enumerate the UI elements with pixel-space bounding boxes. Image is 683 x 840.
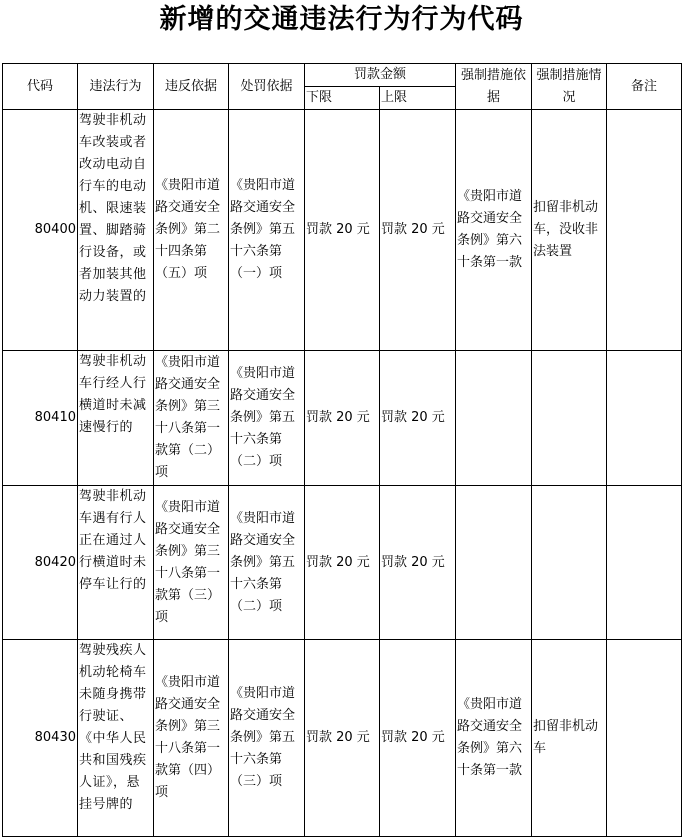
cell-basis: 《贵阳市道路交通安全条例》第三十八条第一款第（三）项 (154, 486, 229, 640)
cell-fine-low: 罚款 20 元 (305, 110, 380, 351)
cell-fine-high: 罚款 20 元 (380, 486, 456, 640)
cell-code: 80400 (3, 110, 78, 351)
cell-fine-high: 罚款 20 元 (380, 640, 456, 837)
cell-force-detail (532, 486, 607, 640)
cell-fine-high: 罚款 20 元 (380, 110, 456, 351)
cell-note (607, 486, 682, 640)
cell-code: 80420 (3, 486, 78, 640)
table-row (3, 110, 682, 351)
cell-force-basis: 《贵阳市道路交通安全条例》第六十条第一款 (456, 640, 532, 837)
header-fine-high: 上限 (380, 87, 456, 110)
cell-penalty-basis: 《贵阳市道路交通安全条例》第五十六条第（三）项 (229, 640, 305, 837)
cell-fine-high: 罚款 20 元 (380, 351, 456, 486)
table-row (3, 351, 682, 486)
table-row (3, 640, 682, 837)
violation-code-table (2, 63, 682, 837)
cell-penalty-basis: 《贵阳市道路交通安全条例》第五十六条第（二）项 (229, 486, 305, 640)
cell-note (607, 640, 682, 837)
header-row (3, 64, 682, 87)
cell-penalty-basis: 《贵阳市道路交通安全条例》第五十六条第（一）项 (229, 110, 305, 351)
cell-code: 80410 (3, 351, 78, 486)
cell-force-detail: 扣留非机动车，没收非法装置 (532, 110, 607, 351)
cell-fine-low: 罚款 20 元 (305, 486, 380, 640)
cell-force-detail: 扣留非机动车 (532, 640, 607, 837)
cell-violation: 驾驶非机动车遇有行人正在通过人行横道时未停车让行的 (78, 486, 154, 640)
header-basis: 违反依据 (154, 64, 229, 110)
cell-note (607, 351, 682, 486)
header-fine-low: 下限 (305, 87, 380, 110)
header-note: 备注 (607, 64, 682, 110)
cell-violation: 驾驶残疾人机动轮椅车未随身携带行驶证、《中华人民共和国残疾人证》，悬挂号牌的 (78, 640, 154, 837)
header-force-detail: 强制措施情况 (532, 64, 607, 110)
header-code: 代码 (3, 64, 78, 110)
cell-force-basis: 《贵阳市道路交通安全条例》第六十条第一款 (456, 110, 532, 351)
header-penalty-basis: 处罚依据 (229, 64, 305, 110)
cell-code: 80430 (3, 640, 78, 837)
header-violation: 违法行为 (78, 64, 154, 110)
cell-fine-low: 罚款 20 元 (305, 351, 380, 486)
cell-force-detail (532, 351, 607, 486)
cell-fine-low: 罚款 20 元 (305, 640, 380, 837)
header-fine-amount: 罚款金额 (305, 64, 456, 87)
cell-basis: 《贵阳市道路交通安全条例》第三十八条第一款第（四）项 (154, 640, 229, 837)
cell-violation: 驾驶非机动车行经人行横道时未减速慢行的 (78, 351, 154, 486)
cell-penalty-basis: 《贵阳市道路交通安全条例》第五十六条第（二）项 (229, 351, 305, 486)
cell-note (607, 110, 682, 351)
cell-force-basis (456, 486, 532, 640)
cell-basis: 《贵阳市道路交通安全条例》第三十八条第一款第（二）项 (154, 351, 229, 486)
table-row (3, 486, 682, 640)
cell-basis: 《贵阳市道路交通安全条例》第二十四条第（五）项 (154, 110, 229, 351)
cell-force-basis (456, 351, 532, 486)
cell-violation: 驾驶非机动车改装或者改动电动自行车的电动机、限速装置、脚踏骑行设备，或者加装其他动力装置的 (78, 110, 154, 351)
document-title: 新增的交通违法行为行为代码 (159, 4, 524, 35)
header-force-basis: 强制措施依据 (456, 64, 532, 110)
